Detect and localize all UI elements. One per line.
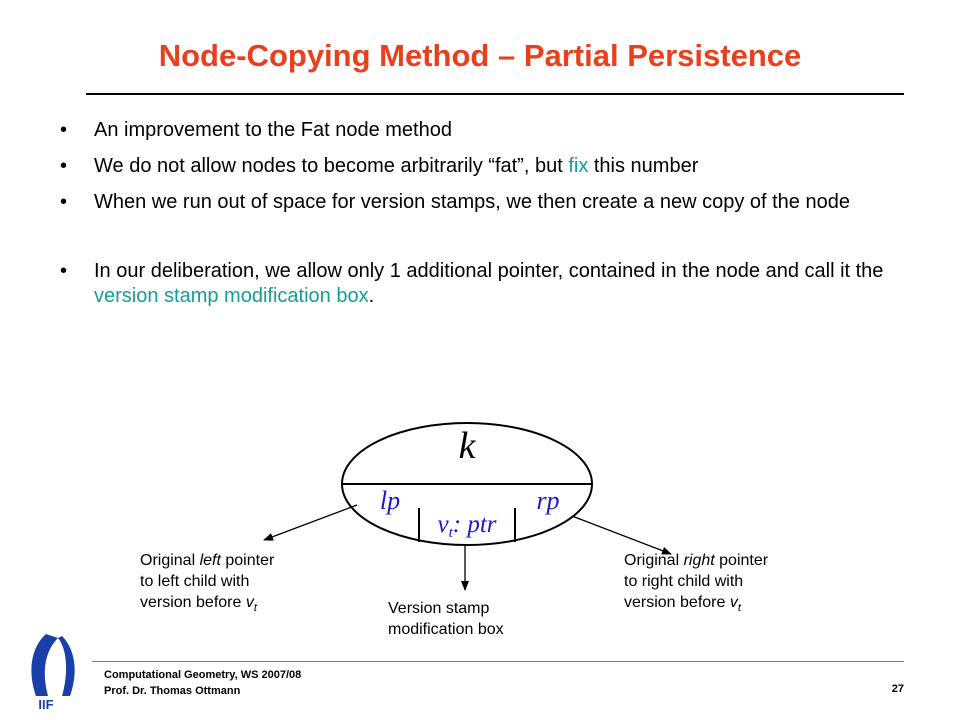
footer-divider [92, 661, 904, 662]
left-pointer-label: Original left pointer to left child with version before $v_t$ [140, 552, 275, 615]
arrow-left [264, 505, 357, 540]
bullet-dot: • [60, 119, 68, 141]
footer-author: Prof. Dr. Thomas Ottmann [104, 685, 241, 697]
field-lp: lp [379, 486, 401, 515]
field-vt-ptr: $v_t$: ptr [437, 511, 497, 541]
field-rp: rp [536, 486, 560, 515]
bullet-item: • We do not allow nodes to become arbitrarily “fat”, but fix this number [60, 155, 699, 177]
bullet-item: • In our deliberation, we allow only 1 additional pointer, contained in the node and call it the version stamp modification box. [60, 260, 884, 307]
highlight-version-stamp: version stamp modification box [94, 285, 369, 307]
bullet-dot: • [60, 191, 68, 213]
bullet-dot: • [60, 155, 68, 177]
logo-text: IIF [38, 697, 54, 710]
version-stamp-label: Version stamp modification box [388, 600, 504, 638]
highlight-fix: fix [568, 155, 589, 177]
bullet-dot: • [60, 260, 68, 282]
page-number: 27 [891, 683, 904, 695]
bullet-item: • An improvement to the Fat node method [60, 119, 452, 141]
iif-logo [22, 630, 86, 710]
arrow-right [572, 516, 671, 554]
slide-title: Node-Copying Method – Partial Persistence [158, 38, 802, 73]
right-pointer-label: Original right pointer to right child with version before $v_t$ [624, 552, 769, 615]
footer-course: Computational Geometry, WS 2007/08 [104, 669, 302, 681]
node-key: k [458, 425, 476, 467]
bullet-item: • When we run out of space for version stamps, we then create a new copy of the node [60, 191, 850, 213]
footer-info [104, 667, 301, 699]
